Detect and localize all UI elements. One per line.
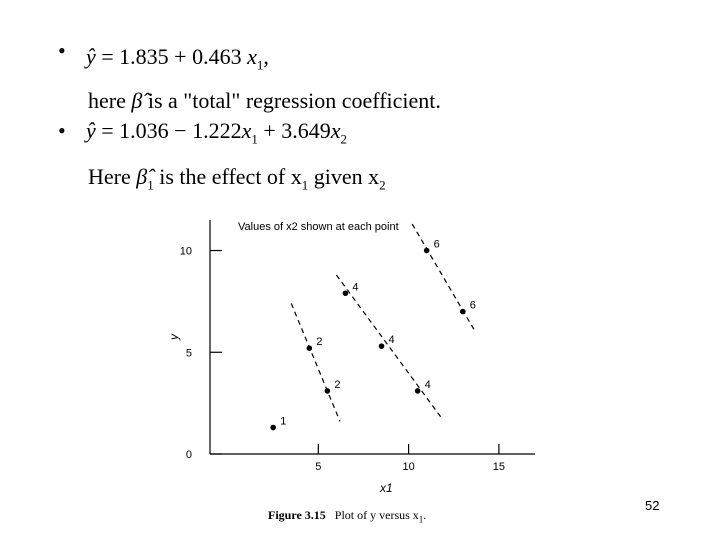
point-label: 4: [352, 281, 359, 294]
equation-part2: + 3.649: [257, 118, 331, 143]
x-subscript: 1: [256, 57, 264, 73]
chart-axes: [180, 220, 535, 473]
yhat-symbol: ŷ: [86, 118, 96, 143]
data-point: [415, 388, 421, 394]
point-label: 1: [280, 415, 287, 428]
total-coefficient-note: [88, 88, 441, 114]
x2-subscript: 2: [340, 131, 348, 147]
note-prefix: here: [88, 88, 132, 113]
page-number: 52: [645, 498, 660, 513]
equation-partial-regression: [86, 118, 347, 147]
equation-part1: = 1.036 − 1.222: [95, 118, 242, 143]
point-label: 4: [424, 378, 431, 391]
beta-hat-symbol: β̂: [131, 88, 143, 113]
beta-subscript: 1: [147, 177, 154, 193]
data-point: [460, 309, 466, 315]
x-tick-label: 15: [492, 461, 506, 473]
x-variable: x: [247, 44, 257, 69]
scatter-plot: [160, 212, 540, 502]
y-axis-label: y: [167, 334, 181, 340]
equation-text: = 1.835 + 0.463: [95, 44, 248, 69]
caption-subscript: 1: [418, 514, 424, 525]
data-point: [325, 388, 331, 394]
data-point: [424, 248, 430, 254]
equation-total-regression: [86, 44, 269, 73]
caption-text: Plot of y versus x: [334, 508, 419, 522]
point-label: 2: [316, 336, 323, 349]
point-label: 6: [469, 299, 476, 312]
chart-title: Values of x2 shown at each point: [238, 221, 399, 233]
data-point: [379, 343, 385, 349]
partial-effect-note: [88, 164, 386, 193]
chart-points: [270, 239, 476, 431]
x-tick-label: 10: [402, 461, 415, 473]
yhat-symbol: ŷ: [86, 44, 96, 69]
x2-subscript: 2: [379, 177, 386, 193]
equation-tail: ,: [263, 44, 269, 69]
y-tick-label: 0: [185, 449, 192, 461]
note-prefix: Here: [88, 164, 137, 189]
y-tick-label: 10: [179, 245, 192, 258]
note-middle-2: given x: [308, 164, 380, 189]
x2-variable: x: [330, 118, 341, 143]
caption-end: .: [423, 508, 427, 522]
beta-hat-symbol: β̂: [136, 164, 148, 189]
data-point: [307, 345, 313, 351]
point-label: 6: [433, 238, 440, 251]
bullet-marker-1: •: [58, 38, 66, 63]
x1-subscript: 1: [251, 131, 258, 147]
figure-number: Figure 3.15: [268, 508, 326, 522]
point-label: 4: [388, 334, 395, 347]
y-tick-label: 5: [185, 347, 192, 360]
bullet-marker-2: •: [58, 118, 66, 143]
note-middle: is the effect of x: [153, 164, 302, 189]
figure-caption: [268, 508, 426, 524]
data-point: [270, 425, 276, 431]
data-point: [343, 290, 349, 296]
fit-line: [412, 224, 475, 332]
fit-line: [291, 303, 340, 421]
chart-fit-lines: [291, 224, 475, 421]
x1-variable: x: [241, 118, 252, 143]
x1-subscript: 1: [301, 177, 309, 193]
x-tick-label: 5: [315, 461, 322, 473]
x-axis-label: x1: [380, 481, 393, 495]
note-suffix: is a "total" regression coefficient.: [142, 88, 441, 113]
point-label: 2: [334, 378, 341, 391]
